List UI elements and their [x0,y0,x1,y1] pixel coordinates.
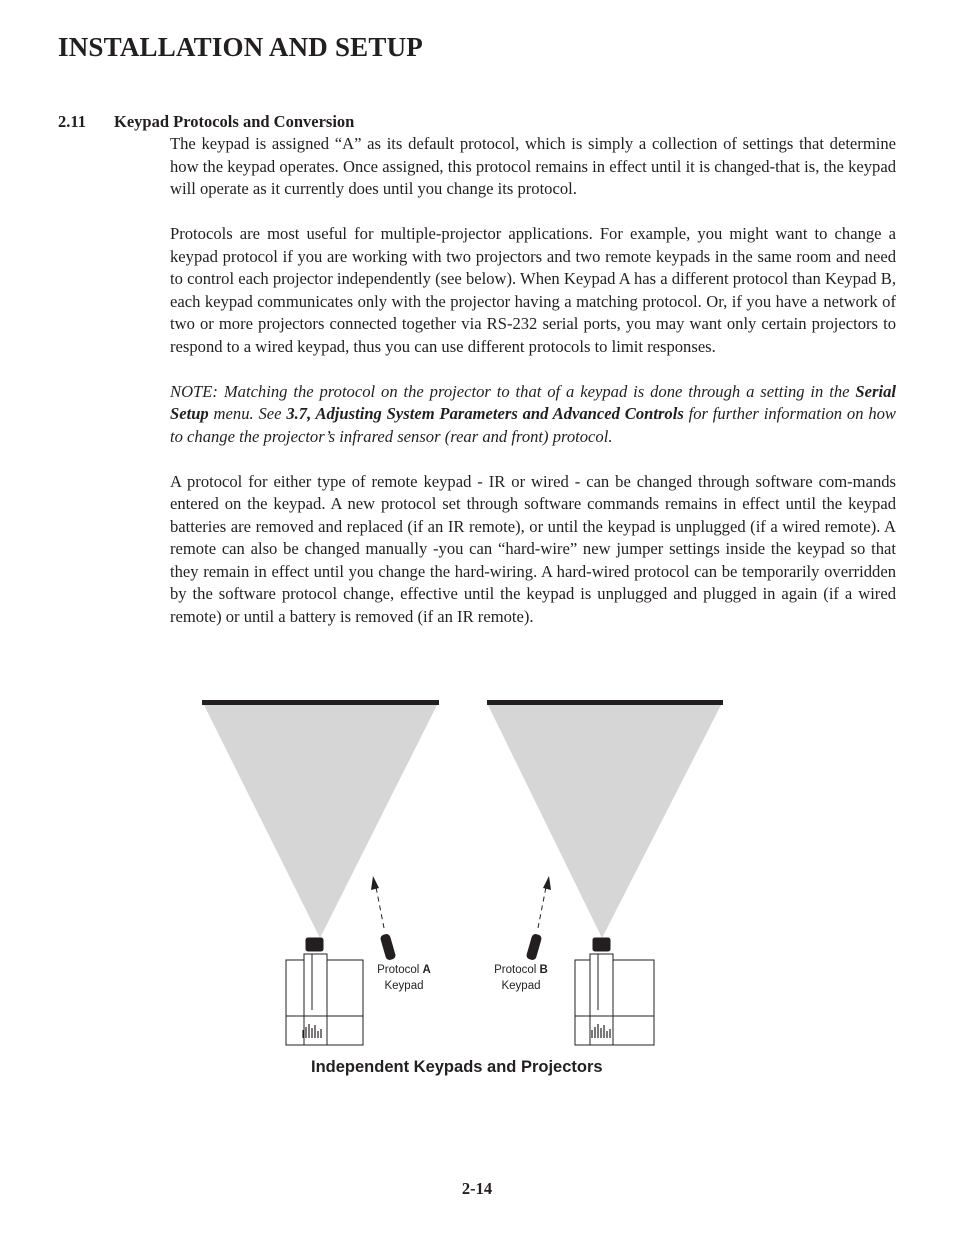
keypad-b-label-line1: Protocol B [494,964,548,976]
note-text-3: for further information on how to change the projector’s infrared sensor (rear and front) protocol. [170,404,896,446]
right-projector-beam [488,705,721,938]
note-section-ref: 3.7, Adjusting System Parameters and Advanced Controls [286,404,684,423]
left-screen [202,700,439,705]
keypad-b [526,876,551,961]
note-text-1: NOTE: Matching the protocol on the projector to that of a keypad is done through a setting in the [170,381,856,401]
keypad-a-label-line2: Keypad [384,980,424,992]
section-title: Keypad Protocols and Conversion [114,112,355,131]
section-body [170,133,896,651]
right-screen [487,700,723,705]
paragraph-multi-projector: Protocols are most useful for multiple-projector applications. For example, you might want to change a keypad protocol if you are working with two projectors and two remote keypads in the same room and need to control each projector independently (see below). When Keypad A has a different protocol than Keypad B, each keypad communicates only with the projector having a matching protocol. Or, if you have a network of two or more projectors connected together via RS-232 serial ports, you may want only certain projectors to respond to a wired keypad, thus you can use different protocols to limit responses. [170,224,896,356]
paragraph-default-protocol: The keypad is assigned “A” as its default protocol, which is simply a collection of settings that determine how the keypad operates. Once assigned, this protocol remains in effect until it is changed-that is, the keypad will operate as it currently does until you change its protocol. [170,134,896,198]
note-text-2: menu. See [208,404,287,423]
left-projector-beam [204,705,437,938]
note-menu-name: Serial Setup [170,381,896,423]
section-number: 2.11 [58,112,86,131]
keypad-a [371,876,396,961]
page-title: INSTALLATION AND SETUP [58,32,423,62]
keypad-b-label-line2: Keypad [501,980,541,992]
projector-keypad-diagram [200,698,730,1050]
right-projector [575,938,654,1045]
section-heading [58,112,354,132]
keypad-a-label-line1: Protocol A [377,964,431,976]
note-paragraph [170,381,896,449]
page-number: 2-14 [461,1179,493,1198]
left-projector [286,938,363,1045]
figure-caption: Independent Keypads and Projectors [311,1058,603,1076]
paragraph-changing-protocol: A protocol for either type of remote keypad - IR or wired - can be changed through software com-mands entered on the keypad. A new protocol set through software commands remains in effect until the keypad batteries are removed and replaced (if an IR remote), or until the keypad is unplugged (if a wired remote). A remote can also be changed manually -you can “hard-wire” new jumper settings inside the keypad so that they remain in effect until you change the hard-wiring. A hard-wired protocol can be temporarily overridden by the software protocol change, effective until the keypad is unplugged and plugged in again (if a wired remote) or until a battery is removed (if an IR remote). [170,471,896,626]
